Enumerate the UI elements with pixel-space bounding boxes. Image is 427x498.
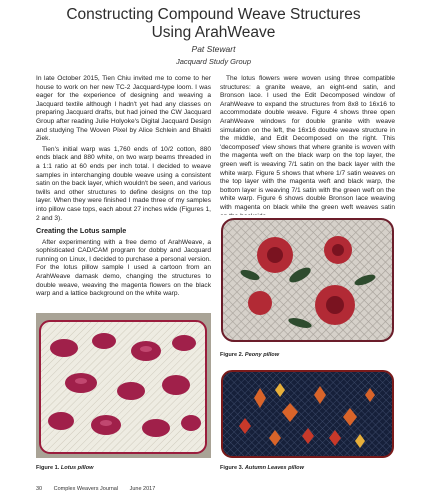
paragraph: The lotus flowers were woven using three compatible structures: a granite weave, an eight-end satin, and Bronson lace. I used the Edit Decomposed window of ArahWeave to expand the structures from 8x8 to 16x16 to accommodate double weave. Figure 4 shows three open ArahWeave windows for double granite with weave simulation on the left, the 16x16 double weave structure in the middle, and Edit Decomposed on the right. This 'decomposed' view shows that where granite is woven with the magenta weft on the black warp on the top layer, the green weft is weaving 7/1 satin on the back layer with the white warp. Figure 5 shows that where 1/7 satin weaves on the top layer with the magenta weft and black warp, the bottom layer is weaving 7/1 satin with the green weft on the white warp. Figure 6 shows double Bronson lace weaving with magenta on black while the green weft weaves satin: [220, 75, 395, 211]
group-name: Jacquard Study Group: [175, 57, 252, 66]
author-name: Pat Stewart: [191, 44, 236, 54]
paragraph: After experimenting with a free demo of ArahWeave, a sophisticated CAD/CAM program for dobby and Jacquard running on Linux, I decided to purchase a personal version. For the lotus pillow sample I used a cartoon from an ArahWeave damask demo, changing the structures to double weave, weaving the magenta flowers on the black warp and a lattice background on the white warp.: [36, 238, 211, 298]
peony-pillow-photo: [220, 215, 395, 345]
paragraph: In late October 2015, Tien Chiu invited me to come to her house to work on her new TC-2 Jacquard-type loom. I was eager for the experience of designing and weaving a Jacquard textile although I hadn't yet had any classes on preparing Jacquard drafts, but had joined the CW Jacquard Group after reading Julie Holyoke's Digital Jacquard Design and studying The Woven Pixel by Alice Schlein and Bhakti Ziek.: [36, 75, 211, 143]
title-line-1: Constructing Compound Weave Structures: [66, 6, 361, 23]
journal-name: Complex Weavers Journal: [53, 486, 119, 492]
figure-1-caption: Figure 1. Lotus pillow: [36, 465, 94, 471]
autumn-leaves-pillow-photo: [220, 368, 395, 460]
column-right: [220, 75, 395, 223]
page-number: 30: [36, 486, 43, 492]
article-title: [0, 6, 427, 42]
column-left: [36, 75, 211, 301]
paragraph: Tien's initial warp was 1,760 ends of 10/2 cotton, 880 ends black and 880 white, on two warp beams threaded in a 1:1 ratio at 60 ends per inch total. I decided to weave samples in interchanging double weave using a consistent satin on the back layer, which wouldn't be seen, and various twills and other structures to define designs on the top layer. When they were finished I made three of my samples into pillow case tops, each about 27 inches wide (Figures 1, 2 and 3).: [36, 145, 212, 222]
figure-2-caption: Figure 2. Peony pillow: [220, 352, 280, 358]
lotus-pillow-photo: [36, 313, 211, 458]
section-heading: Creating the Lotus sample: [36, 226, 127, 236]
page-footer: [36, 486, 165, 492]
title-line-2: Using ArahWeave: [151, 24, 276, 41]
issue-date: June 2017: [129, 486, 156, 492]
figure-3-caption: Figure 3. Autumn Leaves pillow: [220, 465, 304, 471]
